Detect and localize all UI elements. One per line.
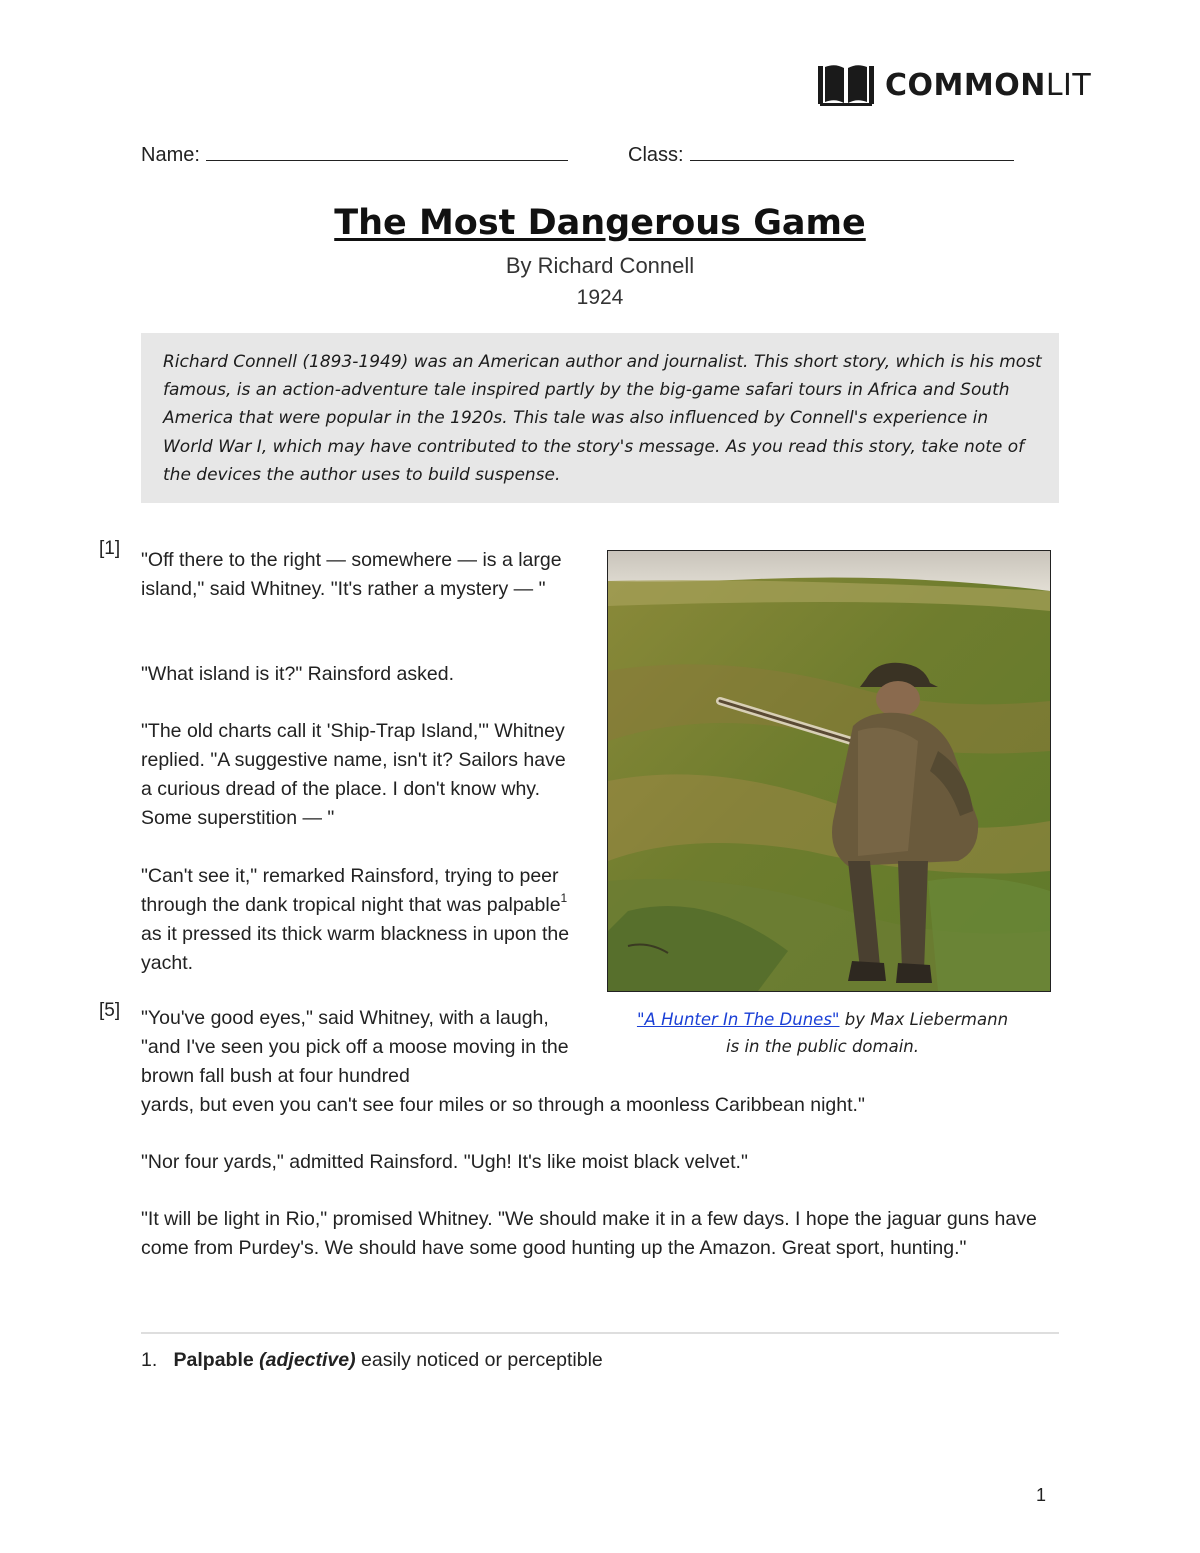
paragraph-3: "The old charts call it 'Ship-Trap Island,'" Whitney replied. "A suggestive name, isn't it? Sailors have a curious dread of the place. I don't know why. Some superstition — " (141, 720, 566, 829)
author-byline: By Richard Connell (505, 253, 695, 278)
publication-year: 1924 (576, 286, 624, 309)
footnote-1 (141, 1349, 603, 1372)
footnote-part-of-speech: (adjective) (259, 1349, 356, 1371)
caption-line-1 (600, 1006, 1045, 1033)
name-field-row (141, 140, 568, 167)
commonlit-logo[interactable] (817, 62, 1091, 108)
intro-text: Richard Connell (1893-1949) was an American author and journalist. This short story, which is his most famous, is an action-adventure tale inspired partly by the big-game safari tours in Africa and South America that were popular in the 1920s. This tale was also influenced by Connell's experience in World War I, which may have contributed to the story's message. As you read this story, take note of the devices the author uses to build suspense. (163, 352, 1042, 485)
logo-text (885, 68, 1091, 103)
document-title: The Most Dangerous Game (334, 203, 866, 243)
book-icon (817, 63, 875, 107)
image-caption (600, 1006, 1045, 1060)
paragraph-7: "It will be light in Rio," promised Whitney. "We should make it in a few days. I hope the jaguar guns have come from Purdey's. We should have some good hunting up the Amazon. Great sport, hunting." (141, 1208, 1037, 1259)
paragraph-4 (141, 862, 581, 978)
class-field-row (628, 140, 1014, 167)
painting-title-link[interactable]: "A Hunter In The Dunes" (636, 1010, 840, 1029)
footnote-divider (141, 1332, 1059, 1334)
paragraph-number-5: [5] (99, 1000, 121, 1021)
painting-illustration (608, 551, 1050, 991)
paragraph-6: "Nor four yards," admitted Rainsford. "Ugh! It's like moist black velvet." (141, 1151, 748, 1173)
caption-line-2: is in the public domain. (726, 1037, 919, 1056)
paragraph-2: "What island is it?" Rainsford asked. (141, 663, 454, 685)
paragraph-number-1: [1] (99, 538, 121, 559)
name-field[interactable] (206, 140, 568, 161)
logo-text-common: COMMON (885, 67, 1046, 103)
caption-artist: by Max Liebermann (839, 1010, 1009, 1029)
footnote-number: 1. (141, 1349, 158, 1371)
paragraph-5-continued: yards, but even you can't see four miles or so through a moonless Caribbean night." (141, 1094, 865, 1116)
paragraph-1: "Off there to the right — somewhere — is a large island," said Whitney. "It's rather a mystery — " (141, 549, 562, 600)
class-field[interactable] (690, 140, 1014, 161)
class-label: Class: (628, 144, 684, 166)
name-label: Name: (141, 144, 200, 166)
paragraph-4-text-cont: as it pressed its thick warm blackness in upon the yacht. (141, 923, 570, 974)
footnote-marker[interactable]: 1 (560, 891, 568, 905)
hunter-painting (607, 550, 1051, 992)
paragraph-4-text: "Can't see it," remarked Rainsford, trying to peer through the dank tropical night that was palpable (141, 865, 561, 916)
paragraph-5: "You've good eyes," said Whitney, with a laugh, "and I've seen you pick off a moose moving in the brown fall bush at four hundred (141, 1007, 569, 1087)
page-number: 1 (1036, 1485, 1047, 1505)
logo-text-lit: LIT (1045, 67, 1092, 103)
footnote-definition: easily noticed or perceptible (355, 1349, 603, 1371)
footnote-term: Palpable (173, 1349, 254, 1371)
